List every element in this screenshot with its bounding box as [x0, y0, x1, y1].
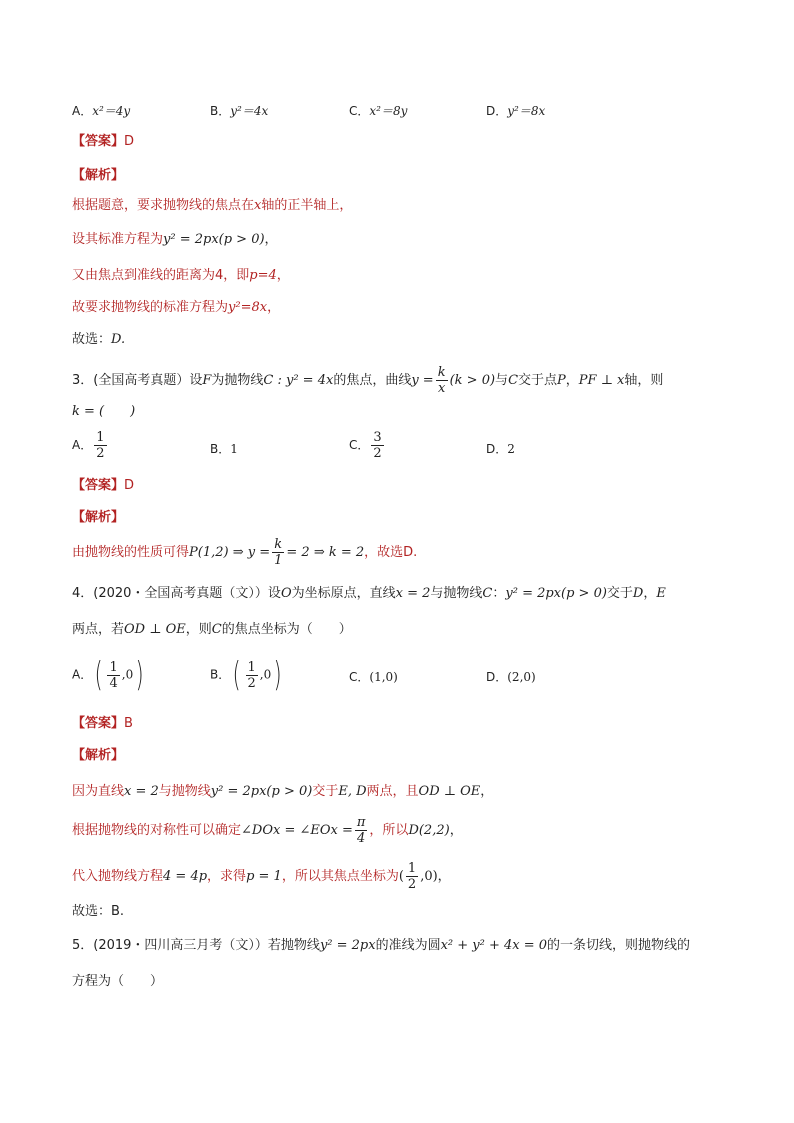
q3-stem: 3．(全国高考真题）设F为抛物线C : y² = 4x的焦点，曲线y = $\frac{k}{x}$ (k > 0)与C交于点P，PF ⊥ x轴，则	[72, 365, 664, 396]
q4-analysis-line4: 故选：B.	[72, 904, 125, 919]
q2-answer: 【答案】D	[72, 134, 135, 149]
q2-option-d: D．y²＝8x	[486, 104, 546, 118]
q4-option-a: A．( $\frac{1}{4}$ ,0)	[72, 655, 144, 695]
q4-option-d: D．(2,0)	[486, 670, 536, 684]
q4-stem: 4．(2020・全国高考真题（文））设O为坐标原点，直线x = 2与抛物线C：y² = 2px(p > 0)交于D，E	[72, 586, 666, 601]
q3-option-a: A． $\frac{1}{2}$	[72, 430, 105, 461]
q4-answer: 【答案】B	[72, 716, 133, 731]
q2-option-a: A．x²＝4y	[72, 104, 131, 118]
q3-analysis-tag: 【解析】	[72, 510, 125, 525]
q2-analysis-line3: 又由焦点到准线的距离为4，即p=4，	[72, 268, 290, 283]
q4-stem-line2: 两点，若OD ⊥ OE，则C的焦点坐标为（ ）	[72, 622, 352, 637]
q3-answer: 【答案】D	[72, 478, 135, 493]
q2-option-b: B．y²＝4x	[210, 104, 269, 118]
q2-analysis-line2: 设其标准方程为y² = 2px(p > 0)，	[72, 232, 278, 247]
q2-analysis-line4: 故要求抛物线的标准方程为y²=8x，	[72, 300, 281, 315]
q4-analysis-tag: 【解析】	[72, 748, 125, 763]
q4-analysis-line1: 因为直线x = 2与抛物线y² = 2px(p > 0)交于E, D两点，且OD ⊥ OE，	[72, 784, 494, 799]
q2-analysis-tag: 【解析】	[72, 168, 125, 183]
q2-option-c: C．x²＝8y	[349, 104, 408, 118]
q4-analysis-line2: 根据抛物线的对称性可以确定∠DOx = ∠EOx = $\frac{\pi}{4}$ ，所以D(2,2)，	[72, 815, 463, 846]
q3-frac-k-x: $\frac{k}{x}$	[437, 365, 446, 396]
q2-analysis-line5: 故选：D.	[72, 332, 126, 347]
q3-analysis-line1: 由抛物线的性质可得P(1,2) ⇒ y = $\frac{k}{1}$ = 2 ⇒ k = 2，故选D.	[72, 537, 418, 568]
q4-analysis-line3: 代入抛物线方程4 = 4p，求得p = 1，所以其焦点坐标为( $\frac{1}{2}$ ,0)，	[72, 861, 451, 892]
q3-option-c: C． $\frac{3}{2}$	[349, 430, 382, 461]
q5-stem: 5．(2019・四川高三月考（文））若抛物线y² = 2px的准线为圆x² + y² + 4x = 0的一条切线，则抛物线的	[72, 938, 691, 953]
q2-analysis-line1: 根据题意，要求抛物线的焦点在x轴的正半轴上，	[72, 198, 353, 213]
q4-option-b: B．( $\frac{1}{2}$ ,0)	[210, 655, 282, 695]
q3-stem-line2: k = ( )	[72, 404, 136, 419]
q3-option-d: D．2	[486, 442, 515, 456]
q4-option-c: C．(1,0)	[349, 670, 398, 684]
q5-stem-line2: 方程为（ ）	[72, 974, 164, 989]
q3-option-b: B．1	[210, 442, 238, 456]
